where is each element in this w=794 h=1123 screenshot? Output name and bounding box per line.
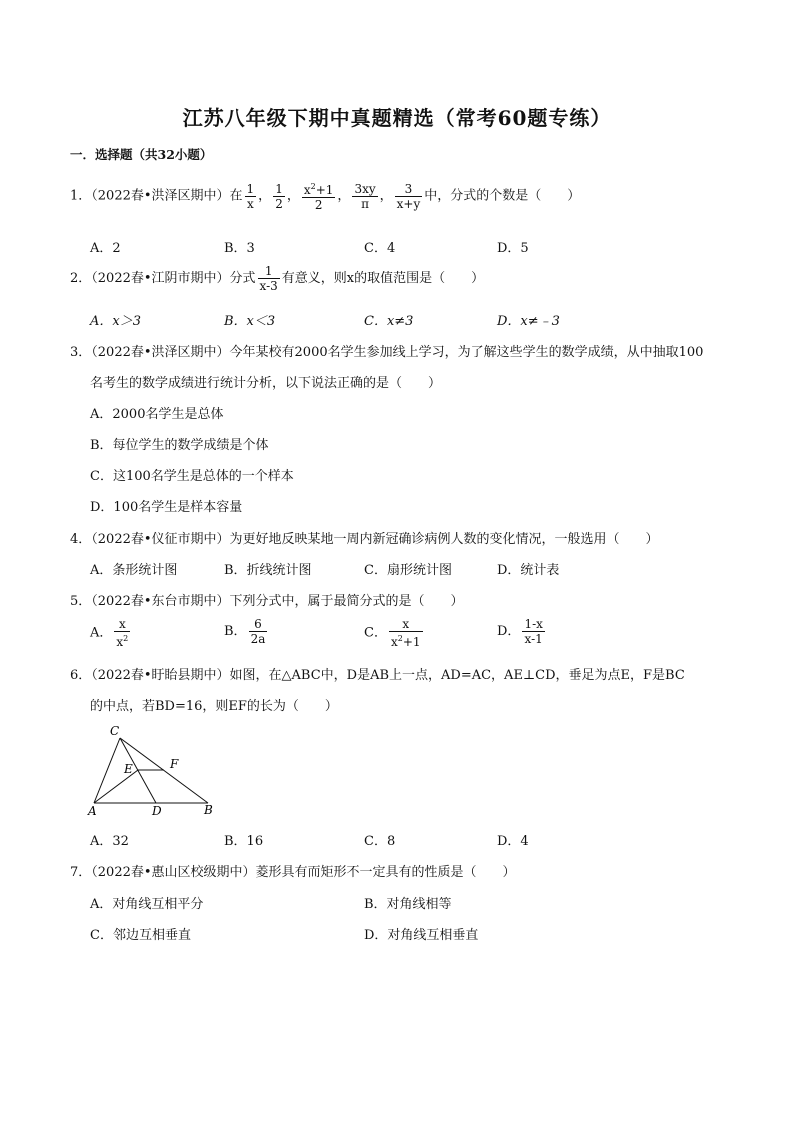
q5-option-b[interactable]: B． $\frac{6}{2a}$ (224, 617, 266, 646)
q1-option-d[interactable]: D．5 (497, 241, 529, 256)
q2-option-c[interactable]: C．x≠3 (364, 314, 414, 329)
q5-fraction-c: $\frac{x}{x^2+1}$ (390, 617, 421, 649)
q5-fraction-a: $\frac{x}{x^2}$ (116, 617, 129, 649)
question-1: 1．（2022春•洪泽区期中）在 $\frac{1}{x}$ ， $\frac{1}{2}$ ， $\frac{x^2+1}{2}$ ， $\frac{3xy}{\pi}$ ， $\frac{3}{x+y}$ 中，分式的个数是（ ） (70, 181, 581, 212)
q1-fraction-2: $\frac{1}{2}$ (275, 181, 283, 211)
q2-fraction: $\frac{1}{x-3}$ (259, 264, 278, 293)
q4-option-b[interactable]: B．折线统计图 (224, 563, 312, 578)
q3-option-b[interactable]: B．每位学生的数学成绩是个体 (90, 438, 269, 453)
q7-option-a[interactable]: A．对角线互相平分 (90, 897, 204, 912)
q1-fraction-5: $\frac{3}{x+y}$ (396, 181, 421, 211)
q1-option-c[interactable]: C．4 (364, 241, 396, 256)
label-b: B (204, 803, 213, 817)
label-c: C (110, 724, 120, 738)
q5-option-d[interactable]: D． $\frac{1-x}{x-1}$ (497, 617, 543, 646)
q6-option-c[interactable]: C．8 (364, 834, 396, 849)
label-d: D (152, 804, 162, 818)
q4-option-c[interactable]: C．扇形统计图 (364, 563, 452, 578)
q7-text: 7．（2022春•惠山区校级期中）菱形具有而矩形不一定具有的性质是（ ） (70, 865, 516, 880)
q1-prefix: 1．（2022春•洪泽区期中）在 (70, 188, 243, 204)
section-heading: 一．选择题（共32小题） (70, 147, 213, 162)
q1-fraction-1: $\frac{1}{x}$ (246, 181, 255, 211)
q5-option-c[interactable]: C． $\frac{x}{x^2+1}$ (364, 617, 421, 649)
q3-option-d[interactable]: D．100名学生是样本容量 (90, 500, 243, 515)
q1-fraction-4: $\frac{3xy}{\pi}$ (354, 181, 376, 211)
q4-option-a[interactable]: A．条形统计图 (90, 563, 178, 578)
label-f: F (170, 757, 179, 771)
q6-option-b[interactable]: B．16 (224, 834, 264, 849)
q1-option-a[interactable]: A．2 (90, 241, 121, 256)
page-title: 江苏八年级下期中真题精选（常考60题专练） (182, 106, 612, 130)
label-e: E (124, 762, 133, 776)
q1-suffix: 中，分式的个数是（ ） (424, 188, 581, 204)
q4-option-d[interactable]: D．统计表 (497, 563, 560, 578)
q2-prefix: 2．（2022春•江阴市期中）分式 (70, 271, 256, 286)
q3-option-a[interactable]: A．2000名学生是总体 (90, 407, 224, 422)
q1-option-b[interactable]: B．3 (224, 241, 255, 256)
q3-line-1: 3．（2022春•洪泽区期中）今年某校有2000名学生参加线上学习，为了解这些学生的数学成绩，从中抽取100 (70, 345, 704, 360)
question-2 (70, 264, 484, 293)
triangle-figure (84, 722, 224, 818)
q2-option-d[interactable]: D．x≠﹣3 (497, 314, 560, 329)
q5-option-a[interactable]: A． $\frac{x}{x^2}$ (90, 617, 129, 649)
q6-line-2: 的中点，若BD=16，则EF的长为（ ） (90, 699, 338, 714)
q5-fraction-d: $\frac{1-x}{x-1}$ (524, 617, 543, 646)
q4-text: 4．（2022春•仪征市期中）为更好地反映某地一周内新冠确诊病例人数的变化情况，一般选用（ ） (70, 532, 659, 547)
q5-text: 5．（2022春•东台市期中）下列分式中，属于最简分式的是（ ） (70, 594, 464, 609)
q6-line-1: 6．（2022春•盱眙县期中）如图，在△ABC中，D是AB上一点，AD=AC，AE⊥CD，垂足为点E，F是BC (70, 668, 685, 683)
q6-option-d[interactable]: D．4 (497, 834, 529, 849)
q1-fraction-3: $\frac{x^2+1}{2}$ (303, 182, 334, 212)
q3-line-2: 名考生的数学成绩进行统计分析，以下说法正确的是（ ） (90, 376, 442, 391)
q2-option-b[interactable]: B．x＜3 (224, 314, 276, 329)
q2-option-a[interactable]: A．x＞3 (90, 314, 141, 329)
q5-fraction-b: $\frac{6}{2a}$ (250, 617, 266, 646)
label-a: A (88, 804, 97, 818)
q2-suffix: 有意义，则x的取值范围是（ ） (281, 271, 485, 286)
q7-option-c[interactable]: C．邻边互相垂直 (90, 928, 191, 943)
q6-option-a[interactable]: A．32 (90, 834, 129, 849)
q7-option-d[interactable]: D．对角线互相垂直 (364, 928, 479, 943)
q3-option-c[interactable]: C．这100名学生是总体的一个样本 (90, 469, 294, 484)
q7-option-b[interactable]: B．对角线相等 (364, 897, 452, 912)
